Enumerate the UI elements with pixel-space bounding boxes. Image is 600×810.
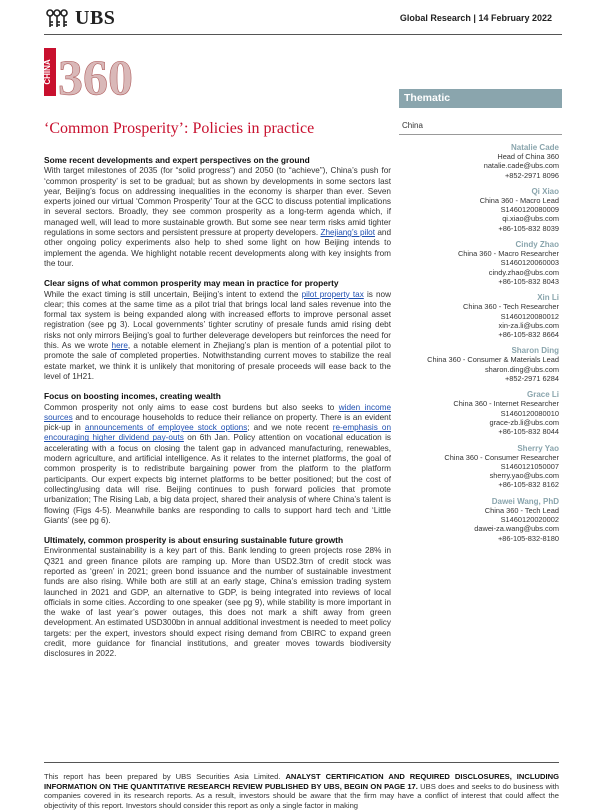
report-meta: Global Research | 14 February 2022 — [399, 13, 552, 23]
china-tag: CHINA — [43, 59, 52, 85]
region-label: China — [399, 108, 562, 135]
inline-link[interactable]: here — [111, 341, 128, 351]
analyst-name: Sherry Yao — [517, 443, 559, 453]
report-title: ‘Common Prosperity’: Policies in practice — [44, 120, 315, 137]
analyst-id: S1460120080010 — [500, 408, 559, 418]
analyst-id: S1460120060003 — [500, 258, 559, 268]
analyst-name: Natalie Cade — [510, 143, 559, 152]
analyst-role: China 360 - Tech Lead — [484, 505, 559, 515]
analyst-role: China 360 - Internet Researcher — [453, 399, 559, 409]
section-heading: Some recent developments and expert perspectives on the ground — [44, 155, 310, 165]
section-body — [44, 166, 391, 269]
body-text: ; and we note recent — [247, 423, 333, 433]
analyst-role: China 360 - Macro Lead — [479, 195, 559, 205]
analyst-list — [399, 143, 562, 543]
analyst-email[interactable]: grace-zb.li@ubs.com — [489, 417, 559, 427]
analyst-card — [399, 444, 559, 490]
analyst-phone: +86-105-832 8043 — [498, 276, 559, 286]
main-body — [44, 155, 391, 669]
analyst-phone: +852-2971 6284 — [504, 374, 559, 384]
analyst-role: China 360 - Macro Researcher — [457, 249, 559, 259]
analyst-role: China 360 - Consumer & Materials Lead — [427, 355, 559, 365]
inline-link[interactable]: widen income sources — [44, 402, 392, 422]
analyst-email[interactable]: dawei-za.wang@ubs.com — [474, 524, 559, 534]
analyst-card — [399, 346, 559, 383]
analyst-email[interactable]: qi.xiao@ubs.com — [502, 214, 559, 224]
analyst-phone: +86-105-832 8664 — [498, 330, 559, 340]
section-heading: Clear signs of what common prosperity may mean in practice for property — [44, 278, 339, 289]
analyst-email[interactable]: cindy.zhao@ubs.com — [488, 267, 559, 277]
analyst-id: S1460120020002 — [500, 515, 559, 525]
analyst-phone: +86-105-832-8180 — [497, 533, 559, 543]
analyst-name: Dawei Wang, PhD — [491, 496, 559, 506]
inline-link[interactable]: announcements of employee stock options — [84, 423, 248, 433]
section-heading: Ultimately, common prosperity is about ensuring sustainable future growth — [44, 535, 344, 546]
section-body — [44, 546, 391, 659]
analyst-card — [399, 187, 559, 233]
body-text: , a notable element in Zhejiang’s plan is mention of a potential pilot to promote the sale of completed properties. Notwithstanding current moves to stabilize the real estate market, we think it is unlikely that monitoring of presale proceeds will ease back to the level of 1H21. — [44, 341, 391, 381]
analyst-name: Qi Xiao — [531, 186, 559, 196]
disclaimer — [44, 762, 559, 810]
thematic-label: Thematic — [399, 89, 562, 108]
inline-link[interactable]: Zhejiang’s pilot — [320, 228, 375, 238]
analyst-id: S1460120080009 — [500, 205, 559, 215]
analyst-role: China 360 - Consumer Researcher — [444, 452, 559, 462]
analyst-phone: +86-105-832 8044 — [498, 427, 559, 437]
section-body — [44, 290, 391, 383]
analyst-card — [399, 390, 559, 436]
body-text: While the exact timing is still uncertain, Beijing’s intent to extend the — [44, 289, 302, 299]
analyst-email[interactable]: sherry.yao@ubs.com — [489, 471, 559, 481]
analyst-name: Cindy Zhao — [515, 240, 559, 250]
body-text: on 6th Jan. Policy attention on vocational education is accelerating with a focus on closing the talent gap in advanced manufacturing, renewables, modern agriculture, and artificial intelligence. As it relates to the internet platforms, the goal of common prosperity is to redistribute bargaining power from the platform to the platform participants. Our expert expects big internet platforms to be better positioned; but the cost of collecting/using data will rise. Beijing continues to push forward policies that promote urbanization; The Rising Lab, a big data project, shared their analysis of where China’s talent is flowing (Figs 4-5). Meanwhile banks are responding to calls to support hard tech and ‘Little Giants’ (see pg 6). — [44, 433, 391, 525]
body-text: and to encourage households to reduce their reliance on property. There is an evident pick-up in — [44, 412, 391, 433]
keys-icon — [44, 8, 70, 30]
body-text: Environmental sustainability is a key part of this. Bank lending to green projects rose 28% in Q321 and green finance pilots are ramping up. More than USD2.3trn of credit stock was reported as ‘green’ in 2021; green bond issuance and the number of sustainable investment funds are also rising. While both are still at an early stage, China’s emission trading system launched in 2021 and GDP, an alternative to GDP, is being integrated into reviews of local officials in some cities. According to one speaker (see pg 9), while stability is more important in the wake of last year’s power outages, this does not mark a shift away from green development. An estimated USD300bn in annual additional investment is needed to meet policy targets: per the expert, investors should expect rising demand from CBIRC to expand green credit, more guidance for financial institutions, and greater moves towards biodiversity disclosures in 2022. — [44, 546, 391, 659]
disclaimer-intro: This report has been prepared by UBS Securities Asia Limited. — [44, 772, 286, 781]
analyst-card — [399, 240, 559, 286]
sidebar — [399, 89, 562, 550]
analyst-role: China 360 - Tech Researcher — [463, 302, 559, 312]
analyst-name: Xin Li — [537, 293, 559, 303]
china-360-emblem — [43, 44, 142, 105]
analyst-name: Sharon Ding — [511, 346, 559, 356]
analyst-phone: +852-2971 8096 — [504, 170, 559, 180]
ubs-logo — [44, 7, 115, 30]
brand-name: UBS — [75, 7, 116, 29]
analyst-email[interactable]: xin-za.li@ubs.com — [498, 320, 559, 330]
disclaimer-rest: UBS does and seeks to do business with companies covered in its research reports. As a result, investors should be aware that the firm may have a conflict of interest that could affect the objectivity of this report. Investors should consider this report as only a single factor in making — [44, 781, 559, 810]
body-text: and other ongoing policy experiments also help to shed some light on how Beijing intends to implement the agenda. We highlight notable recent developments along with key insights from the tour. — [44, 228, 392, 268]
inline-link[interactable]: re-emphasis on encouraging higher dividend pay-outs — [44, 423, 391, 443]
analyst-name: Grace Li — [526, 390, 559, 400]
section-body — [44, 403, 391, 527]
analyst-phone: +86-105-832 8039 — [498, 223, 559, 233]
analyst-card — [399, 143, 559, 180]
analyst-card — [399, 497, 559, 543]
analyst-id: S1460121050007 — [500, 461, 559, 471]
disclaimer-bold: ANALYST CERTIFICATION AND REQUIRED DISCLOSURES, INCLUDING INFORMATION ON THE QUANTITATIVE RESEARCH REVIEW PUBLISHED BY UBS, BEGIN ON PAGE 17. — [44, 772, 559, 791]
section-heading: Focus on boosting incomes, creating wealth — [44, 391, 221, 402]
body-text: With target milestones of 2035 (for “solid progress”) and 2050 (to “achieve”), China’s push for ‘common prosperity’ is set to be gradual; but as shown by developments in some sectors last year, Beijing’s focus on addressing inequalities in the economy is sharper than ever. Seven experts joined our virtual ‘Common Prosperity’ Tour at the GCC to discuss potential implications in several sectors. Broadly, they see common prosperity as a long-term agenda which, if managed well, will lead to more sustainable growth. But some see near term risks amid tighter regulations in some sectors and persistent pressure at property developers. — [44, 166, 391, 238]
analyst-role: Head of China 360 — [497, 152, 559, 161]
body-text: Common prosperity not only aims to ease cost burdens but also seeks to — [44, 402, 339, 412]
header-divider — [44, 34, 562, 35]
analyst-phone: +86-105-832 8162 — [498, 480, 559, 490]
body-text: is now clear; this comes at the same time as a pilot trial that brings local land sales revenue into the formal tax system is being expanded along with increased efforts to improve personal asset registration (see pg 3). Local governments’ tighter scrutiny of presale funds amid rising debt risks not only mirrors Beijing’s goal to further deleverage developers but reinforces the need for this. As we wrote — [44, 289, 392, 351]
analyst-email[interactable]: sharon.ding@ubs.com — [484, 364, 559, 374]
analyst-id: S1460120080012 — [500, 311, 559, 321]
inline-link[interactable]: pilot property tax — [301, 289, 364, 299]
analyst-email[interactable]: natalie.cade@ubs.com — [483, 161, 559, 171]
analyst-card — [399, 293, 559, 339]
series-number: 360 — [58, 49, 133, 105]
